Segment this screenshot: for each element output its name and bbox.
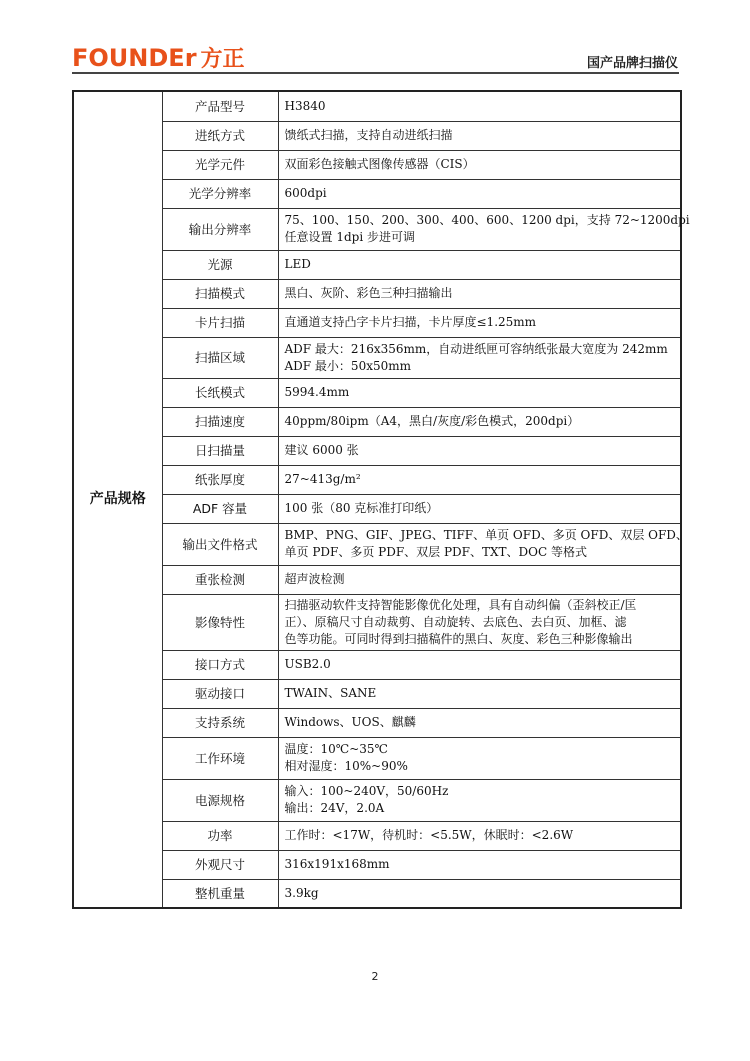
spec-value-line: 40ppm/80ipm（A4，黑白/灰度/彩色模式，200dpi）	[284, 414, 580, 428]
founder-logo	[72, 44, 245, 74]
spec-value-line: LED	[284, 257, 311, 271]
spec-name: 光源	[162, 250, 278, 279]
spec-name: 光学分辨率	[162, 179, 278, 208]
spec-value	[278, 879, 681, 908]
spec-name: 输出分辨率	[162, 208, 278, 250]
spec-value	[278, 208, 690, 250]
spec-value-line: 建议 6000 张	[284, 443, 359, 457]
spec-value-line: 27~413g/m²	[284, 472, 361, 486]
spec-value	[278, 465, 681, 494]
spec-table	[72, 90, 690, 909]
spec-row	[73, 821, 681, 850]
spec-name: 输出文件格式	[162, 523, 278, 565]
spec-value	[278, 150, 681, 179]
spec-row	[73, 565, 681, 594]
spec-value-line: BMP、PNG、GIF、JPEG、TIFF、单页 OFD、多页 OFD、双层 OFD、	[284, 528, 688, 542]
spec-row	[73, 436, 681, 465]
spec-row	[73, 208, 681, 250]
spec-name: 影像特性	[162, 594, 278, 650]
spec-value	[278, 308, 681, 337]
spec-row	[73, 850, 681, 879]
spec-value-line: USB2.0	[284, 657, 331, 671]
spec-value-line: 输入：100~240V，50/60Hz	[284, 784, 449, 798]
spec-name: 电源规格	[162, 779, 278, 821]
spec-value	[278, 407, 681, 436]
spec-value-line: 75、100、150、200、300、400、600、1200 dpi，支持 72~1200dpi	[284, 213, 690, 227]
spec-value-line: 输出：24V，2.0A	[284, 801, 385, 815]
spec-value	[278, 737, 681, 779]
spec-row	[73, 250, 681, 279]
header-divider	[72, 72, 679, 74]
spec-value	[278, 378, 681, 407]
spec-row	[73, 179, 681, 208]
spec-value-line: 馈纸式扫描，支持自动进纸扫描	[284, 128, 453, 142]
spec-row	[73, 378, 681, 407]
spec-row	[73, 494, 681, 523]
spec-category: 产品规格	[73, 91, 162, 908]
spec-value-line: 316x191x168mm	[284, 857, 390, 871]
spec-value-line: ADF 最大：216x356mm，自动进纸匣可容纳纸张最大宽度为 242mm	[284, 341, 668, 356]
spec-name: 重张检测	[162, 565, 278, 594]
spec-row	[73, 150, 681, 179]
spec-name: 驱动接口	[162, 679, 278, 708]
spec-name: ADF 容量	[162, 494, 278, 523]
spec-name: 支持系统	[162, 708, 278, 737]
spec-value-line: 直通道支持凸字卡片扫描，卡片厚度≤1.25mm	[284, 315, 537, 329]
spec-row	[73, 465, 681, 494]
spec-value-line: 100 张（80 克标准打印纸）	[284, 501, 439, 515]
spec-value-line: 工作时：<17W，待机时：<5.5W，休眠时：<2.6W	[284, 828, 574, 842]
spec-value-line: 600dpi	[284, 186, 327, 200]
spec-name: 整机重量	[162, 879, 278, 908]
spec-row	[73, 279, 681, 308]
spec-value-line: Windows、UOS、麒麟	[284, 715, 416, 729]
spec-row	[73, 91, 681, 121]
spec-value-line: 温度：10℃~35℃	[284, 742, 388, 756]
spec-value	[278, 279, 681, 308]
spec-row	[73, 679, 681, 708]
header-title: 国产品牌扫描仪	[586, 56, 678, 71]
spec-name: 光学元件	[162, 150, 278, 179]
spec-value	[278, 337, 681, 378]
spec-name: 日扫描量	[162, 436, 278, 465]
spec-value	[278, 523, 688, 565]
spec-row	[73, 879, 681, 908]
spec-table-body	[73, 91, 690, 908]
spec-value	[278, 179, 681, 208]
spec-name: 纸张厚度	[162, 465, 278, 494]
spec-value-line: 5994.4mm	[284, 385, 350, 399]
spec-value-line: 正）、原稿尺寸自动裁剪、自动旋转、去底色、去白页、加框、滤	[284, 614, 627, 629]
logo-cn-text: 方正	[200, 47, 245, 72]
spec-value	[278, 436, 681, 465]
spec-name: 扫描速度	[162, 407, 278, 436]
spec-row	[73, 407, 681, 436]
spec-name: 进纸方式	[162, 121, 278, 150]
spec-value-line: 相对湿度：10%~90%	[284, 759, 408, 773]
spec-value-line: H3840	[284, 98, 326, 113]
spec-value	[278, 565, 681, 594]
spec-value	[278, 679, 681, 708]
spec-name: 产品型号	[162, 91, 278, 121]
logo-text: FOUNDEr	[72, 44, 197, 72]
spec-row	[73, 121, 681, 150]
spec-value	[278, 250, 681, 279]
spec-value	[278, 91, 681, 121]
spec-value-line: 单页 PDF、多页 PDF、双层 PDF、TXT、DOC 等格式	[284, 545, 588, 559]
spec-value-line: TWAIN、SANE	[284, 686, 377, 700]
spec-value	[278, 708, 681, 737]
page-header	[72, 44, 678, 80]
spec-name: 长纸模式	[162, 378, 278, 407]
spec-name: 外观尺寸	[162, 850, 278, 879]
spec-name: 工作环境	[162, 737, 278, 779]
spec-value	[278, 594, 681, 650]
spec-row	[73, 337, 681, 378]
spec-row	[73, 779, 681, 821]
spec-value-line: ADF 最小：50x50mm	[284, 358, 411, 373]
spec-value	[278, 121, 681, 150]
spec-value-line: 扫描驱动软件支持智能影像优化处理，具有自动纠偏（歪斜校正/匡	[284, 597, 637, 612]
spec-row	[73, 650, 681, 679]
spec-value	[278, 494, 681, 523]
spec-value	[278, 650, 681, 679]
spec-value	[278, 850, 681, 879]
spec-row	[73, 708, 681, 737]
spec-name: 扫描模式	[162, 279, 278, 308]
spec-value-line: 黑白、灰阶、彩色三种扫描输出	[284, 286, 453, 300]
spec-value	[278, 821, 681, 850]
spec-name: 扫描区域	[162, 337, 278, 378]
spec-value-line: 双面彩色接触式图像传感器（CIS）	[284, 157, 475, 171]
spec-value-line: 超声波检测	[284, 572, 345, 586]
spec-name: 卡片扫描	[162, 308, 278, 337]
spec-row	[73, 308, 681, 337]
spec-value-line: 任意设置 1dpi 步进可调	[284, 230, 415, 244]
spec-name: 接口方式	[162, 650, 278, 679]
page-number: 2	[371, 970, 379, 983]
spec-name: 功率	[162, 821, 278, 850]
spec-value-line: 色等功能。可同时得到扫描稿件的黑白、灰度、彩色三种影像输出	[284, 631, 633, 646]
spec-row	[73, 523, 681, 565]
spec-row	[73, 737, 681, 779]
spec-value	[278, 779, 681, 821]
spec-value-line: 3.9kg	[284, 885, 319, 900]
spec-row	[73, 594, 681, 650]
